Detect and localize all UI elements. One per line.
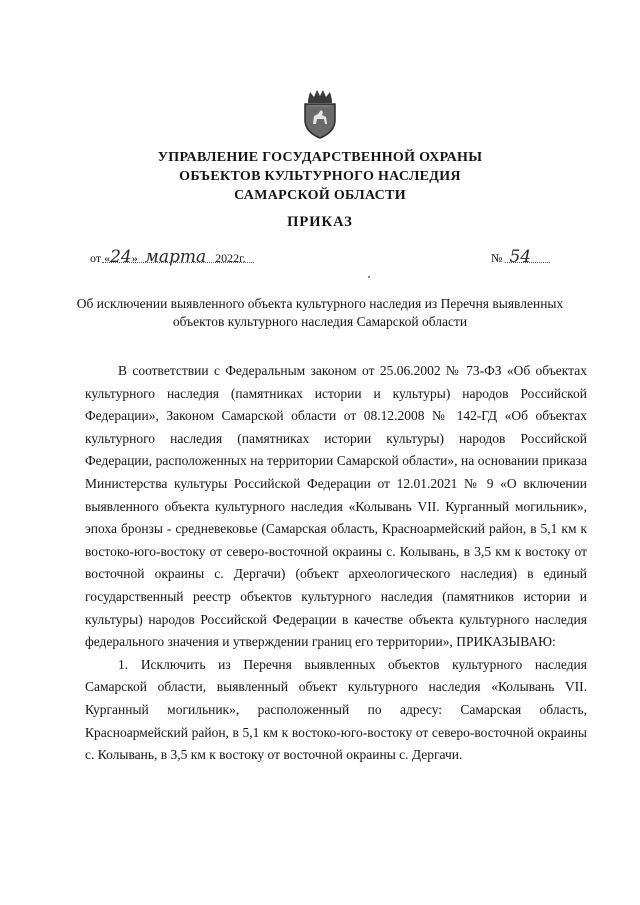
org-name-line3: САМАРСКОЙ ОБЛАСТИ [234, 188, 406, 203]
coat-of-arms-emblem [299, 88, 341, 140]
subject-line1: Об исключении выявленного объекта культурного наследия из Перечня выявленных [76, 296, 564, 311]
order-number [491, 247, 531, 267]
number-prefix: № [491, 251, 503, 265]
body-paragraph-item1: 1. Исключить из Перечня выявленных объектов культурного наследия Самарской области, выявленный объект культурного наследия «Колывань VII. Курганный могильник», расположенный по адресу: Самарская область, Красноармейский район, в 5,1 км к востоко-юго-востоку от северо-восточной окраины с. Колывань, в 3,5 км к востоку от восточной окраины с. Дергачи. [85, 656, 587, 763]
date-day: 24 [110, 247, 132, 267]
subject-line2: объектов культурного наследия Самарской области [172, 314, 468, 329]
date-sep: » [131, 251, 138, 265]
date-year-suffix: г. [239, 251, 246, 265]
order-body [85, 360, 587, 767]
date-line [90, 247, 246, 267]
date-prefix: от « [90, 251, 111, 265]
date-underline [102, 262, 254, 263]
org-name-line1: УПРАВЛЕНИЕ ГОСУДАРСТВЕННОЙ ОХРАНЫ [157, 150, 483, 165]
scan-speck [368, 276, 370, 278]
date-month: марта [144, 247, 207, 267]
date-year: 2022 [215, 251, 240, 265]
document-type-title: ПРИКАЗ [287, 214, 353, 230]
number-value: 54 [509, 247, 532, 267]
number-underline [505, 262, 550, 263]
org-name-line2: ОБЪЕКТОВ КУЛЬТУРНОГО НАСЛЕДИЯ [179, 169, 461, 184]
body-paragraph-preamble: В соответствии с Федеральным законом от 25.06.2002 № 73-ФЗ «Об объектах культурного наследия (памятниках истории и культуры) народов Российской Федерации», Законом Самарской области от 08.12.2008 № 142-ГД «Об объектах культурного наследия (памятниках истории культуры) народов Российской Федерации, расположенных на территории Самарской области», на основании приказа Министерства культуры Российской Федерации от 12.01.2021 № 9 «О включении выявленного объекта культурного наследия «Колывань VII. Курганный могильник», эпоха бронзы - средневековье (Самарская область, Красноармейский район, в 5,1 км к востоко-юго-востоку от северо-восточной окраины с. Колывань, в 3,5 км к востоку от восточной окраины с. Дергачи) (объект археологического наследия) в единый государственный реестр объектов культурного наследия (памятников истории и культуры) народов Российской Федерации в качестве объекта культурного наследия федерального значения и утверждении границ его территории», ПРИКАЗЫВАЮ: [85, 363, 587, 650]
